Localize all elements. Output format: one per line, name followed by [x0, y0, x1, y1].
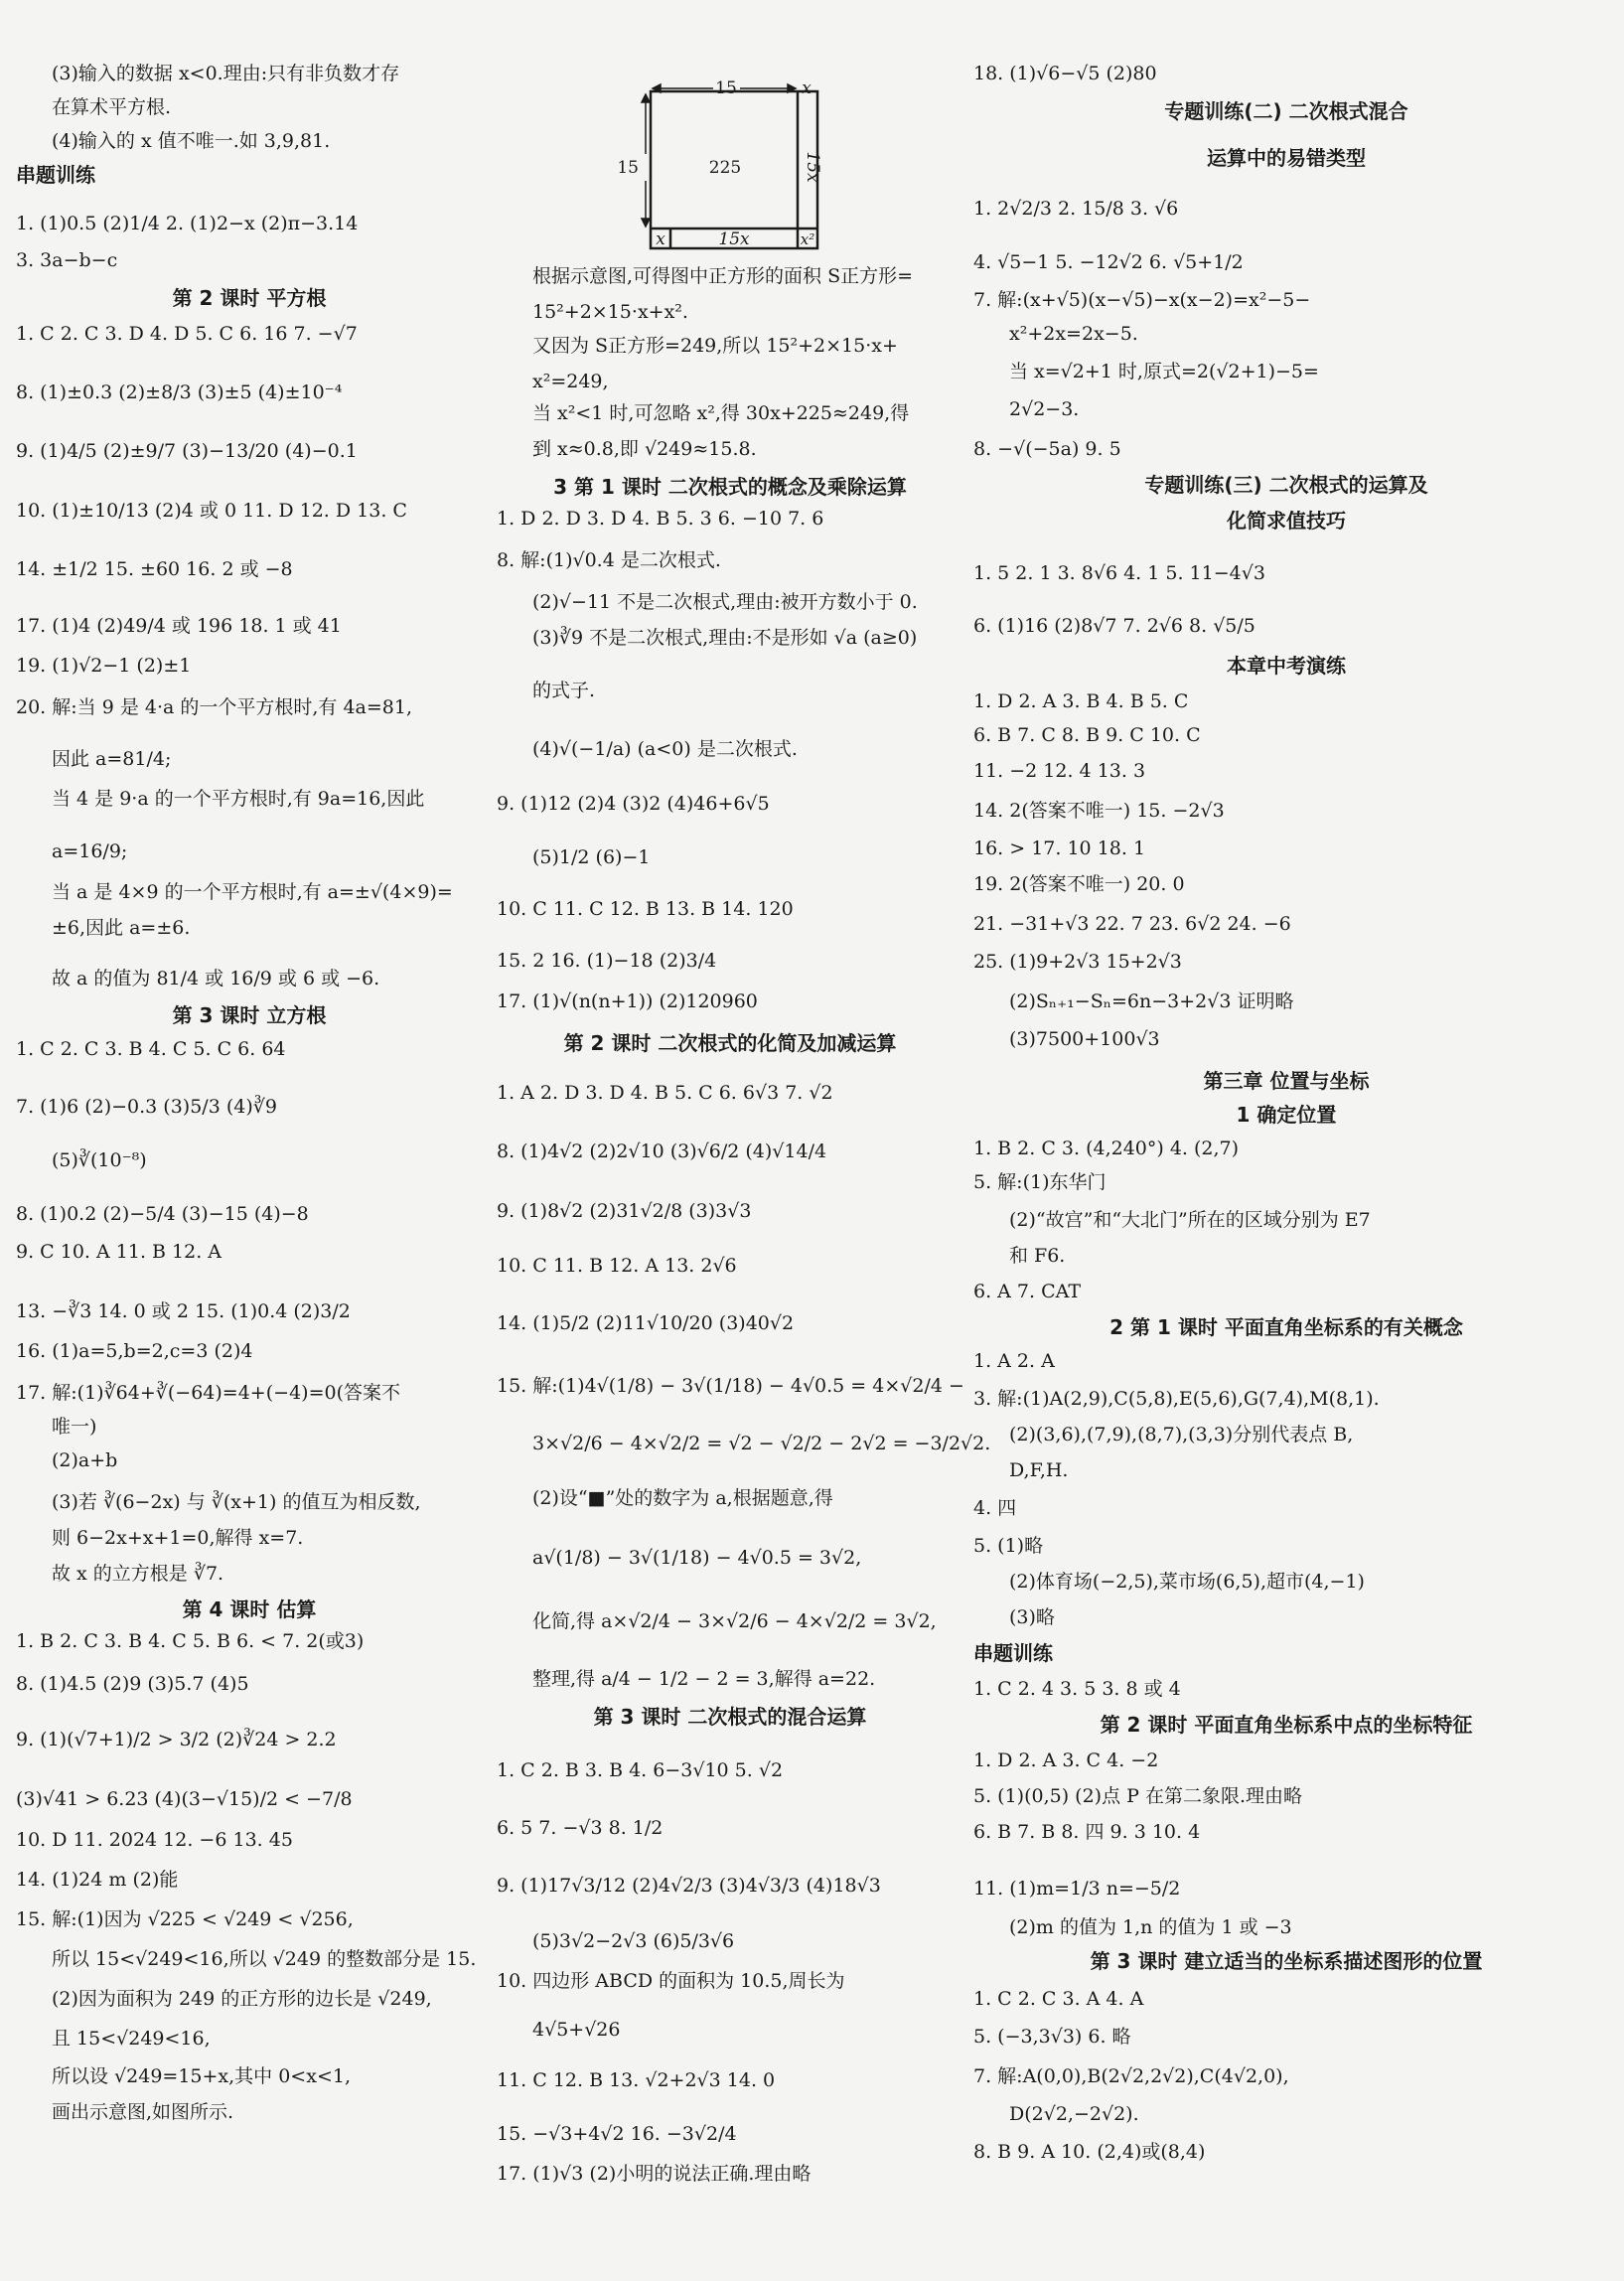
answer-line: 1. 2√2/3 2. 15/8 3. √6 [973, 198, 1179, 220]
answer-line: 3. 3a−b−c [16, 249, 118, 271]
answer-line: 7. 解:A(0,0),B(2√2,2√2),C(4√2,0), [973, 2065, 1289, 2087]
answer-line: 4√5+√26 [532, 2019, 621, 2041]
answer-line: 5. (1)略 [973, 1535, 1044, 1557]
answer-line: 15. −√3+4√2 16. −3√2/4 [497, 2123, 737, 2145]
answer-line: 在算术平方根. [52, 96, 172, 118]
answer-line: (5)1/2 (6)−1 [532, 846, 651, 868]
answer-line: 6. A 7. CAT [973, 1281, 1081, 1302]
section-heading: 第 3 课时 立方根 [172, 1003, 327, 1027]
diagram-top-right-label: x [802, 78, 812, 98]
answer-line: 且 15<√249<16, [52, 2028, 211, 2050]
answer-line: (3)略 [1009, 1606, 1055, 1628]
section-heading: 运算中的易错类型 [1207, 146, 1366, 170]
answer-line: 1. C 2. C 3. A 4. A [973, 1988, 1144, 2010]
answer-column-1 [16, 62, 483, 2136]
answer-line: 8. B 9. A 10. (2,4)或(8,4) [973, 2141, 1206, 2163]
answer-line: 8. (1)4√2 (2)2√10 (3)√6/2 (4)√14/4 [497, 1140, 827, 1162]
answer-line: 5. (−3,3√3) 6. 略 [973, 2026, 1131, 2048]
answer-line: 所以 15<√249<16,所以 √249 的整数部分是 15. [52, 1948, 477, 1970]
answer-line: 当 a 是 4×9 的一个平方根时,有 a=±√(4×9)= [52, 881, 453, 903]
answer-line: 1. (1)0.5 (2)1/4 2. (1)2−x (2)π−3.14 [16, 213, 359, 234]
section-heading: 第 3 课时 建立适当的坐标系描述图形的位置 [1090, 1949, 1483, 1973]
answer-line: 的式子. [532, 680, 596, 701]
answer-line: (2)(3,6),(7,9),(8,7),(3,3)分别代表点 B, [1009, 1424, 1354, 1445]
answer-line: 10. C 11. B 12. A 13. 2√6 [497, 1255, 737, 1277]
section-heading: 第 2 课时 平面直角坐标系中点的坐标特征 [1100, 1713, 1473, 1737]
section-heading: 本章中考演练 [1227, 654, 1346, 678]
answer-line: 3×√2/6 − 4×√2/2 = √2 − √2/2 − 2√2 = −3/2√2. [532, 1433, 991, 1454]
answer-line: 15. 解:(1)因为 √225 < √249 < √256, [16, 1908, 354, 1930]
answer-line: 5. (1)(0,5) (2)点 P 在第二象限.理由略 [973, 1785, 1302, 1807]
answer-line: 整理,得 a/4 − 1/2 − 2 = 3,解得 a=22. [532, 1668, 876, 1690]
answer-line: 1. D 2. D 3. D 4. B 5. 3 6. −10 7. 6 [497, 508, 824, 530]
answer-line: a√(1/8) − 3√(1/18) − 4√0.5 = 3√2, [532, 1547, 862, 1569]
answer-line: 11. −2 12. 4 13. 3 [973, 760, 1146, 782]
answer-line: 21. −31+√3 22. 7 23. 6√2 24. −6 [973, 913, 1291, 935]
answer-line: a=16/9; [52, 840, 128, 862]
answer-line: 当 x²<1 时,可忽略 x²,得 30x+225≈249,得 [532, 402, 910, 424]
answer-line: 4. √5−1 5. −12√2 6. √5+1/2 [973, 251, 1244, 273]
answer-line: 19. (1)√2−1 (2)±1 [16, 655, 192, 677]
answer-line: 1. C 2. B 3. B 4. 6−3√10 5. √2 [497, 1759, 784, 1781]
answer-line: 1. A 2. D 3. D 4. B 5. C 6. 6√3 7. √2 [497, 1082, 833, 1104]
answer-line: (3)∛9 不是二次根式,理由:不是形如 √a (a≥0) [532, 627, 918, 649]
answer-line: 15²+2×15·x+x². [532, 301, 688, 323]
answer-line: (3)√41 > 6.23 (4)(3−√15)/2 < −7/8 [16, 1788, 353, 1810]
answer-line: 25. (1)9+2√3 15+2√3 [973, 951, 1182, 973]
diagram-bottom-left-label: x [656, 229, 665, 249]
section-heading: 第 2 课时 平方根 [172, 286, 327, 310]
answer-line: 1. B 2. C 3. B 4. C 5. B 6. < 7. 2(或3) [16, 1630, 365, 1652]
answer-line: 15. 解:(1)4√(1/8) − 3√(1/18) − 4√0.5 = 4×√2/4 − [497, 1375, 964, 1397]
answer-line: 6. 5 7. −√3 8. 1/2 [497, 1817, 664, 1839]
answer-line: 8. (1)0.2 (2)−5/4 (3)−15 (4)−8 [16, 1203, 309, 1225]
answer-line: 14. (1)24 m (2)能 [16, 1869, 179, 1891]
answer-line: 因此 a=81/4; [52, 748, 172, 770]
section-heading: 3 第 1 课时 二次根式的概念及乘除运算 [553, 475, 907, 499]
answer-line: (5)3√2−2√3 (6)5/3√6 [532, 1930, 735, 1952]
section-heading: 2 第 1 课时 平面直角坐标系的有关概念 [1109, 1315, 1463, 1339]
section-heading: 第 2 课时 二次根式的化简及加减运算 [563, 1031, 897, 1055]
answer-line: 7. (1)6 (2)−0.3 (3)5/3 (4)∛9 [16, 1096, 277, 1118]
answer-line: 则 6−2x+x+1=0,解得 x=7. [52, 1527, 304, 1549]
answer-line: 1. C 2. C 3. B 4. C 5. C 6. 64 [16, 1038, 286, 1060]
diagram-top-label: 15 [715, 78, 737, 98]
answer-line: (5)∛(10⁻⁸) [52, 1149, 147, 1171]
answer-line: 根据示意图,可得图中正方形的面积 S正方形= [532, 265, 914, 287]
answer-line: (2)体育场(−2,5),菜市场(6,5),超市(4,−1) [1009, 1571, 1365, 1593]
answer-line: (3)7500+100√3 [1009, 1028, 1160, 1050]
answer-line: 9. (1)12 (2)4 (3)2 (4)46+6√5 [497, 793, 770, 815]
answer-line: 18. (1)√6−√5 (2)80 [973, 63, 1157, 84]
section-heading: 第 3 课时 二次根式的混合运算 [593, 1705, 867, 1729]
answer-line [497, 62, 963, 264]
answer-line: 1. C 2. C 3. D 4. D 5. C 6. 16 7. −√7 [16, 323, 358, 345]
answer-line: 19. 2(答案不唯一) 20. 0 [973, 873, 1185, 895]
answer-line: 9. (1)(√7+1)/2 > 3/2 (2)∛24 > 2.2 [16, 1729, 337, 1750]
answer-line: 10. 四边形 ABCD 的面积为 10.5,周长为 [497, 1970, 845, 1992]
answer-line: 11. (1)m=1/3 n=−5/2 [973, 1878, 1181, 1900]
answer-line: 9. (1)17√3/12 (2)4√2/3 (3)4√3/3 (4)18√3 [497, 1875, 881, 1897]
answer-line: (4)输入的 x 值不唯一.如 3,9,81. [52, 130, 331, 152]
answer-line: 10. C 11. C 12. B 13. B 14. 120 [497, 898, 794, 920]
answer-line: 2√2−3. [1009, 398, 1080, 420]
answer-line: (4)√(−1/a) (a<0) 是二次根式. [532, 738, 798, 760]
answer-line: 14. ±1/2 15. ±60 16. 2 或 −8 [16, 558, 293, 580]
section-heading: 专题训练(二) 二次根式混合 [1164, 99, 1408, 123]
answer-line: 1. D 2. A 3. C 4. −2 [973, 1749, 1159, 1771]
answer-line: 画出示意图,如图所示. [52, 2101, 234, 2123]
answer-line: 8. (1)±0.3 (2)±8/3 (3)±5 (4)±10⁻⁴ [16, 381, 343, 403]
answer-line: 14. 2(答案不唯一) 15. −2√3 [973, 800, 1225, 822]
answer-line: 20. 解:当 9 是 4·a 的一个平方根时,有 4a=81, [16, 696, 412, 718]
answer-line: D,F,H. [1009, 1459, 1069, 1481]
answer-line: 当 x=√2+1 时,原式=2(√2+1)−5= [1009, 361, 1319, 382]
answer-line: 14. (1)5/2 (2)11√10/20 (3)40√2 [497, 1312, 795, 1334]
answer-line: 6. B 7. B 8. 四 9. 3 10. 4 [973, 1821, 1201, 1843]
answer-line: (3)输入的数据 x<0.理由:只有非负数才存 [52, 63, 400, 84]
diagram-corner-label: x² [800, 230, 815, 248]
answer-line: 故 x 的立方根是 ∛7. [52, 1563, 224, 1585]
answer-line: 15. 2 16. (1)−18 (2)3/4 [497, 950, 717, 972]
answer-line: 故 a 的值为 81/4 或 16/9 或 6 或 −6. [52, 968, 380, 989]
answer-line: 8. −√(−5a) 9. 5 [973, 438, 1121, 460]
section-heading: 第 4 课时 估算 [182, 1597, 317, 1621]
section-heading: 串题训练 [16, 163, 95, 187]
answer-line: 5. 解:(1)东华门 [973, 1171, 1107, 1193]
answer-line: 7. 解:(x+√5)(x−√5)−x(x−2)=x²−5− [973, 289, 1311, 311]
answer-line: 1. B 2. C 3. (4,240°) 4. (2,7) [973, 1138, 1240, 1159]
section-heading: 化简求值技巧 [1227, 509, 1346, 532]
answer-line: ±6,因此 a=±6. [52, 917, 191, 939]
diagram-bottom-label: 15x [718, 229, 750, 249]
answer-line: x²=249, [532, 371, 609, 392]
answer-line: 又因为 S正方形=249,所以 15²+2×15·x+ [532, 335, 898, 357]
answer-line: 17. (1)√3 (2)小明的说法正确.理由略 [497, 2163, 812, 2185]
answer-line: 1. A 2. A [973, 1350, 1055, 1372]
answer-line: (2)Sₙ₊₁−Sₙ=6n−3+2√3 证明略 [1009, 990, 1294, 1012]
section-heading: 第三章 位置与坐标 [1203, 1069, 1370, 1093]
answer-line: 9. (1)4/5 (2)±9/7 (3)−13/20 (4)−0.1 [16, 440, 358, 462]
answer-line: (2)m 的值为 1,n 的值为 1 或 −3 [1009, 1916, 1292, 1938]
answer-line: 16. > 17. 10 18. 1 [973, 837, 1146, 859]
answer-line: 到 x≈0.8,即 √249≈15.8. [532, 438, 757, 460]
answer-line: 9. C 10. A 11. B 12. A [16, 1241, 221, 1263]
answer-line: 16. (1)a=5,b=2,c=3 (2)4 [16, 1340, 253, 1362]
answer-line: 8. (1)4.5 (2)9 (3)5.7 (4)5 [16, 1673, 249, 1695]
answer-line: 1. C 2. 4 3. 5 3. 8 或 4 [973, 1678, 1181, 1700]
answer-line: 化简,得 a×√2/4 − 3×√2/6 − 4×√2/2 = 3√2, [532, 1610, 937, 1632]
answer-line: 8. 解:(1)√0.4 是二次根式. [497, 549, 721, 571]
diagram-center-label: 225 [708, 158, 742, 178]
answer-line: (2)设“■”处的数字为 a,根据题意,得 [532, 1487, 833, 1509]
section-heading: 串题训练 [973, 1641, 1053, 1665]
answer-line: (2)“故宫”和“大北门”所在的区域分别为 E7 [1009, 1209, 1371, 1231]
answer-line: 1. D 2. A 3. B 4. B 5. C [973, 690, 1189, 712]
diagram-left-label: 15 [617, 158, 639, 178]
answer-line: 和 F6. [1009, 1245, 1066, 1267]
answer-line: (2)因为面积为 249 的正方形的边长是 √249, [52, 1988, 432, 2010]
answer-line: (3)若 ∛(6−2x) 与 ∛(x+1) 的值互为相反数, [52, 1491, 421, 1513]
answer-column-2 [497, 62, 991, 2198]
answer-line: 所以设 √249=15+x,其中 0<x<1, [52, 2065, 351, 2087]
answer-line: 17. (1)√(n(n+1)) (2)120960 [497, 990, 758, 1012]
section-heading: 专题训练(三) 二次根式的运算及 [1144, 473, 1428, 497]
answer-line: 9. (1)8√2 (2)31√2/8 (3)3√3 [497, 1200, 752, 1222]
answer-line: D(2√2,−2√2). [1009, 2103, 1139, 2125]
answer-line: 4. 四 [973, 1497, 1017, 1519]
answer-line: 17. (1)4 (2)49/4 或 196 18. 1 或 41 [16, 615, 342, 637]
answer-line: (2)√−11 不是二次根式,理由:被开方数小于 0. [532, 591, 918, 613]
answer-line: 13. −∛3 14. 0 或 2 15. (1)0.4 (2)3/2 [16, 1300, 351, 1322]
answer-line: 6. B 7. C 8. B 9. C 10. C [973, 724, 1201, 746]
answer-line: 1. 5 2. 1 3. 8√6 4. 1 5. 11−4√3 [973, 562, 1265, 584]
answer-line: 10. D 11. 2024 12. −6 13. 45 [16, 1829, 293, 1851]
answer-line: x²+2x=2x−5. [1009, 323, 1138, 345]
answer-line: (2)a+b [52, 1449, 118, 1471]
answer-column-3 [973, 62, 1599, 2176]
answer-line: 当 4 是 9·a 的一个平方根时,有 9a=16,因此 [52, 788, 425, 810]
answer-line: 3. 解:(1)A(2,9),C(5,8),E(5,6),G(7,4),M(8,1). [973, 1388, 1380, 1410]
answer-line: 6. (1)16 (2)8√7 7. 2√6 8. √5/5 [973, 615, 1255, 637]
answer-line: 17. 解:(1)∛64+∛(−64)=4+(−4)=0(答案不 [16, 1382, 400, 1404]
diagram-right-label: 15x [803, 151, 822, 183]
section-heading: 1 确定位置 [1236, 1103, 1337, 1127]
answer-line: 10. (1)±10/13 (2)4 或 0 11. D 12. D 13. C [16, 500, 407, 522]
answer-line: 11. C 12. B 13. √2+2√3 14. 0 [497, 2069, 776, 2091]
answer-line: 唯一) [52, 1416, 97, 1438]
